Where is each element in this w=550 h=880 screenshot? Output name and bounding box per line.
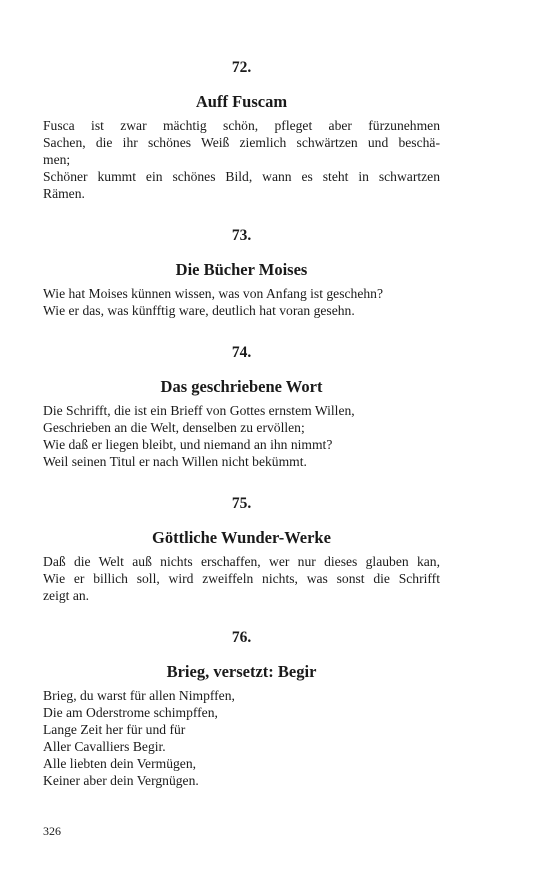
- poem-line: zeigt an.: [43, 588, 90, 603]
- poem-body: [43, 117, 440, 202]
- poem-line: Schöner kummt ein schönes Bild, wann es steht in schwartzen: [43, 169, 440, 184]
- poem-number: 75.: [231, 495, 252, 512]
- poem-72: [43, 58, 440, 202]
- poem-line: Fusca ist zwar mächtig schön, pfleget aber fürzunehmen: [43, 118, 440, 133]
- poem-74: [43, 343, 440, 470]
- poem-line: Alle liebten dein Vermügen,: [43, 756, 197, 771]
- poem-title: Das geschriebene Wort: [160, 377, 323, 396]
- page-number: 326: [43, 824, 61, 838]
- poem-76: [43, 628, 440, 789]
- poem-number: 74.: [231, 344, 252, 361]
- poem-body: [43, 402, 440, 470]
- poem-line: Wie daß er liegen bleibt, und niemand an ihn nimmt?: [43, 437, 333, 452]
- poem-line: Die am Oderstrome schimpffen,: [43, 705, 218, 720]
- poem-line: Sachen, die ihr schönes Weiß ziemlich schwärtzen und beschä-: [43, 135, 440, 150]
- poem-line: Brieg, du warst für allen Nimpffen,: [43, 688, 235, 703]
- poem-body: [43, 553, 440, 604]
- poem-title: Die Bücher Moises: [175, 260, 308, 279]
- poem-75: [43, 494, 440, 604]
- poem-line: Rämen.: [43, 186, 85, 201]
- poem-line: Geschrieben an die Welt, denselben zu ervöllen;: [43, 420, 305, 435]
- poem-73: [43, 226, 440, 319]
- poem-line: Lange Zeit her für und für: [43, 722, 186, 737]
- poem-number: 72.: [231, 59, 252, 76]
- poem-line: men;: [43, 152, 71, 167]
- poem-line: Wie er billich soll, wird zweiffeln nichts, was sonst die Schrifft: [43, 571, 440, 586]
- poem-number: 76.: [231, 629, 252, 646]
- poem-number: 73.: [231, 227, 252, 244]
- poem-line: Wie er das, was künfftig ware, deutlich hat voran gesehn.: [43, 303, 355, 318]
- poem-title: Göttliche Wunder-Werke: [152, 528, 331, 547]
- poem-body: [43, 285, 440, 319]
- poem-line: Daß die Welt auß nichts erschaffen, wer nur dieses glauben kan,: [43, 554, 440, 569]
- poem-line: Keiner aber dein Vergnügen.: [43, 773, 199, 788]
- poem-line: Aller Cavalliers Begir.: [43, 739, 166, 754]
- poem-line: Wie hat Moises künnen wissen, was von Anfang ist geschehn?: [43, 286, 383, 301]
- poem-title: Auff Fuscam: [195, 92, 288, 111]
- poem-line: Weil seinen Titul er nach Willen nicht bekümmt.: [43, 454, 307, 469]
- poem-title: Brieg, versetzt: Begir: [166, 662, 317, 681]
- poem-body: [43, 687, 440, 789]
- poem-line: Die Schrifft, die ist ein Brieff von Gottes ernstem Willen,: [43, 403, 355, 418]
